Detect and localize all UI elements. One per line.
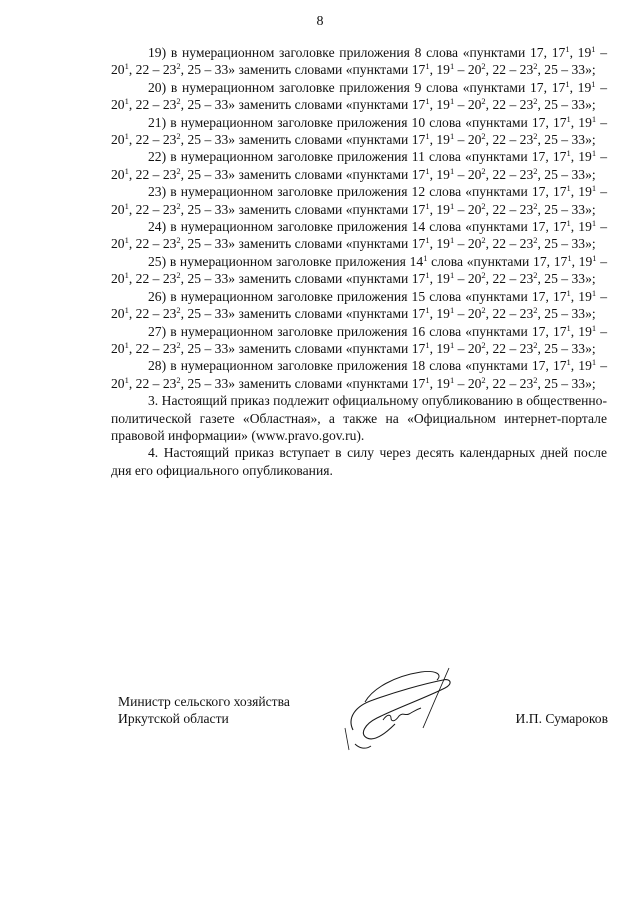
- document-body: [111, 44, 607, 479]
- appendix-number: 16: [411, 323, 426, 339]
- amendment-item: 23) в нумерационном заголовке приложения 12 слова «пунктами 17, $17^1$, $19^1 - 20^1$, $22 - 23^2$, 25 – 33» заменить словами «пунктами $17^1$, $19^1 - 20^2$, $22 - 23^2$, 25 – 33»;: [111, 183, 608, 217]
- appendix-number: $14^1$: [409, 252, 428, 269]
- amendment-item: 20) в нумерационном заголовке приложения 9 слова «пунктами 17, $17^1$, $19^1 - 20^1$, $22 - 23^2$, 25 – 33» заменить словами «пунктами $17^1$, $19^1 - 20^2$, $22 - 23^2$, 25 – 33»;: [111, 78, 608, 113]
- appendix-number: 15: [411, 288, 426, 304]
- amendment-item: 22) в нумерационном заголовке приложения 11 слова «пунктами 17, $17^1$, $19^1 - 20^1$, $22 - 23^2$, 25 – 33» заменить словами «пунктами $17^1$, $19^1 - 20^2$, $22 - 23^2$, 25 – 33»;: [111, 148, 608, 182]
- item-number: 24): [148, 219, 167, 235]
- signer-position-line-1: Министр сельского хозяйства: [118, 694, 290, 709]
- signer-name: И.П. Сумароков: [515, 711, 608, 726]
- amendment-item: 19) в нумерационном заголовке приложения 8 слова «пунктами 17, $17^1$, $19^1 - 20^1$, $22 - 23^2$, 25 – 33» заменить словами «пунктами $17^1$, $19^1 - 20^2$, $22 - 23^2$, 25 – 33»;: [111, 44, 608, 78]
- appendix-number: 10: [411, 114, 426, 130]
- amendment-item: 24) в нумерационном заголовке приложения 14 слова «пунктами 17, $17^1$, $19^1 - 20^1$, $22 - 23^2$, 25 – 33» заменить словами «пунктами $17^1$, $19^1 - 20^2$, $22 - 23^2$, 25 – 33»;: [111, 218, 608, 252]
- item-number: 27): [148, 323, 167, 339]
- item-number: 19): [148, 45, 167, 60]
- amendment-item: 28) в нумерационном заголовке приложения 18 слова «пунктами 17, $17^1$, $19^1 - 20^1$, $22 - 23^2$, 25 – 33» заменить словами «пунктами $17^1$, $19^1 - 20^2$, $22 - 23^2$, 25 – 33»;: [111, 357, 608, 391]
- item-number: 25): [148, 253, 167, 269]
- publication-paragraph: 3. Настоящий приказ подлежит официальному опубликованию в общественно-политической газете «Областная», а также на «Официальном интернет-портале правовой информации» (www.pravo.gov.ru).: [111, 393, 607, 443]
- signer-position: [118, 693, 290, 728]
- effective-date-paragraph: 4. Настоящий приказ вступает в силу через десять календарных дней после дня его официального опубликования.: [111, 445, 607, 478]
- item-number: 23): [148, 184, 167, 200]
- item-number: 20): [148, 79, 167, 95]
- appendix-number: 8: [414, 45, 422, 60]
- amendment-item: 27) в нумерационном заголовке приложения 16 слова «пунктами 17, $17^1$, $19^1 - 20^1$, $22 - 23^2$, 25 – 33» заменить словами «пунктами $17^1$, $19^1 - 20^2$, $22 - 23^2$, 25 – 33»;: [111, 322, 608, 356]
- item-number: 28): [148, 358, 167, 374]
- appendix-number: 14: [411, 219, 426, 235]
- appendix-number: 18: [411, 358, 426, 374]
- item-number: 22): [148, 149, 167, 165]
- appendix-number: 9: [414, 79, 422, 95]
- page-number: 8: [316, 14, 324, 29]
- item-number: 26): [148, 288, 167, 304]
- amendment-item: 21) в нумерационном заголовке приложения 10 слова «пунктами 17, $17^1$, $19^1 - 20^1$, $22 - 23^2$, 25 – 33» заменить словами «пунктами $17^1$, $19^1 - 20^2$, $22 - 23^2$, 25 – 33»;: [111, 113, 608, 148]
- item-number: 21): [148, 114, 167, 130]
- amendment-list: [111, 44, 607, 392]
- amendment-item: 25) в нумерационном заголовке приложения $14^1$ слова «пунктами 17, $17^1$, $19^1 - 20^1$, $22 - 23^2$, 25 – 33» заменить словами «пунктами $17^1$, $19^1 - 20^2$, $22 - 23^2$, 25 – 33»;: [111, 252, 608, 287]
- signer-position-line-2: Иркутской области: [118, 711, 229, 727]
- appendix-number: 11: [411, 149, 425, 165]
- appendix-number: 12: [411, 184, 426, 200]
- signature-block: [118, 693, 608, 773]
- amendment-item: 26) в нумерационном заголовке приложения 15 слова «пунктами 17, $17^1$, $19^1 - 20^1$, $22 - 23^2$, 25 – 33» заменить словами «пунктами $17^1$, $19^1 - 20^2$, $22 - 23^2$, 25 – 33»;: [111, 287, 608, 322]
